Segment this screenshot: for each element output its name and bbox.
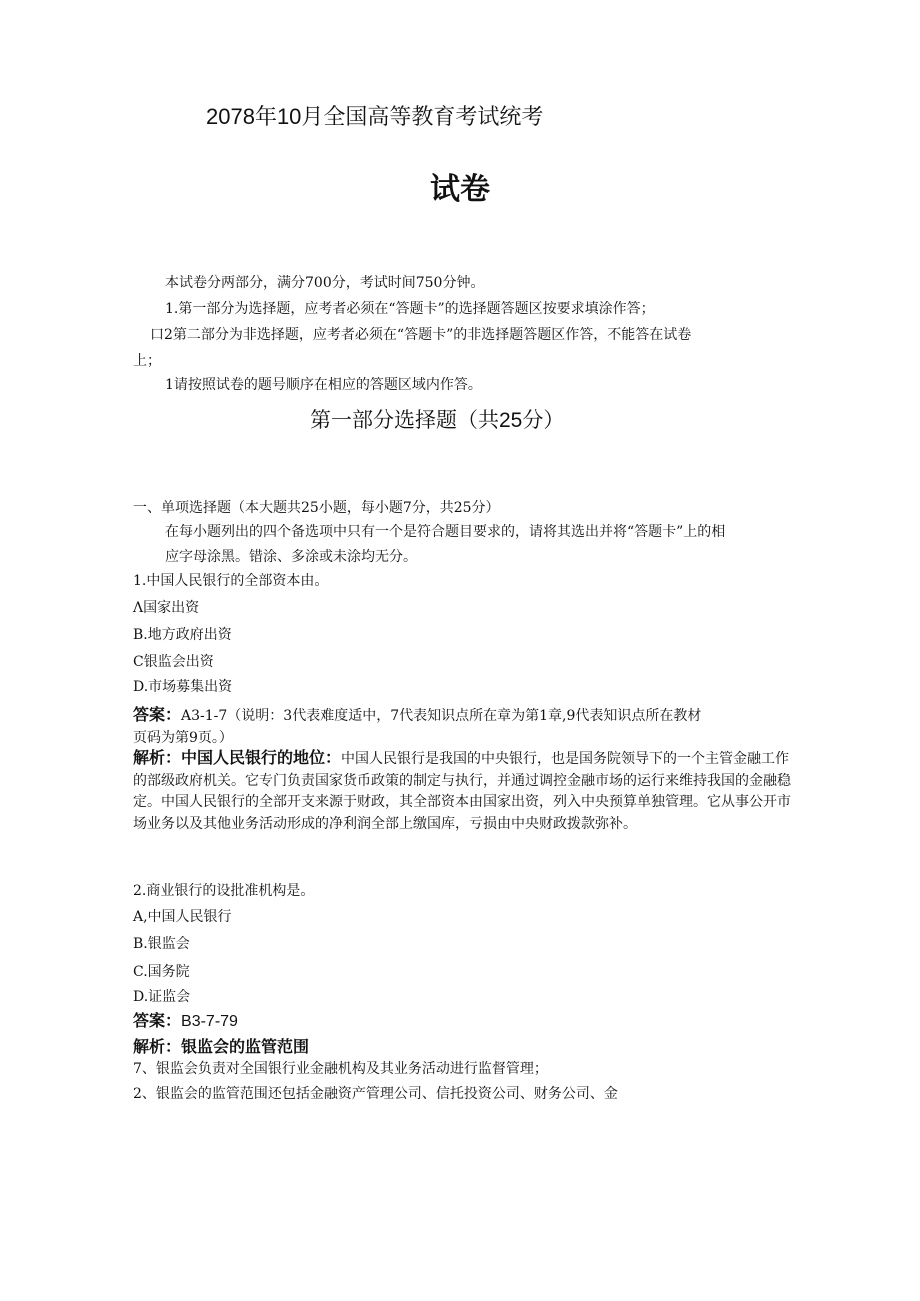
question-stem: 1.中国人民银行的全部资本由。 xyxy=(133,573,329,589)
answer-line xyxy=(133,702,701,725)
answer-text: B3-7-79 xyxy=(181,1013,238,1030)
option: Λ国家出资 xyxy=(133,600,200,616)
instruction-line: 1请按照试卷的题号顺序在相应的答题区域内作答。 xyxy=(165,377,482,393)
analysis-point: 2、银监会的监管范围还包括金融资产管理公司、信托投资公司、财务公司、金 xyxy=(133,1086,618,1102)
option: C银监会出资 xyxy=(133,654,214,670)
instruction-line: 口2第二部分为非选择题，应考者必须在“答题卡”的非选择题答题区作答，不能答在试卷 xyxy=(150,327,692,343)
answer-line xyxy=(133,1008,238,1031)
analysis-label: 解析：银监会的监管范围 xyxy=(133,1039,310,1056)
option: A,中国人民银行 xyxy=(133,909,232,925)
instruction-line: 本试卷分两部分，满分700分，考试时间750分钟。 xyxy=(165,275,485,291)
answer-label: 答案： xyxy=(133,707,182,724)
section-note: 应字母涂黑。错涂、多涂或未涂均无分。 xyxy=(165,549,417,565)
question-stem: 2.商业银行的设批准机构是。 xyxy=(133,883,315,899)
analysis-text: 中国人民银行是我国的中央银行，也是国务院领导下的一个主管金融工作的部级政府机关。它专门负责国家货币政策的制定与执行，并通过调控金融市场的运行来维持我国的金融稳定。中国人民银行的全部开支来源于财政，其全部资本由国家出资，列入中央预算单独管理。它从事公开市场业务以及其他业务活动形成的净利润全部上缴国库，亏损由中央财政拨款弥补。 xyxy=(133,751,791,832)
answer-text-continued: 页码为第9页。） xyxy=(133,730,233,746)
section-note: 在每小题列出的四个备选项中只有一个是符合题目要求的，请将其选出并将“答题卡”上的相 xyxy=(165,524,726,540)
instruction-line: 1.第一部分为选择题，应考者必须在“答题卡”的选择题答题区按要求填涂作答； xyxy=(165,301,655,317)
option: B.银监会 xyxy=(133,936,190,952)
analysis-paragraph xyxy=(133,748,801,835)
option: B.地方政府出资 xyxy=(133,627,232,643)
analysis-point: 7、银监会负责对全国银行业金融机构及其业务活动进行监督管理； xyxy=(133,1061,548,1077)
analysis-label: 解析：中国人民银行的地位： xyxy=(133,750,342,767)
answer-label: 答案： xyxy=(133,1013,182,1030)
exam-title-line2: 试卷 xyxy=(430,173,490,206)
option: D.市场募集出资 xyxy=(133,679,233,695)
section-title: 第一部分选择题（共25分） xyxy=(310,409,565,432)
exam-title-line1: 2078年10月全国高等教育考试统考 xyxy=(206,104,544,129)
option: D.证监会 xyxy=(133,989,191,1005)
section-subtitle: 一、单项选择题（本大题共25小题，每小题7分，共25分） xyxy=(133,500,500,516)
answer-text: A3-1-7（说明：3代表难度适中，7代表知识点所在章为第1章,9代表知识点所在教材 xyxy=(181,708,702,724)
instruction-line: 上； xyxy=(133,353,161,369)
option: C.国务院 xyxy=(133,964,190,980)
